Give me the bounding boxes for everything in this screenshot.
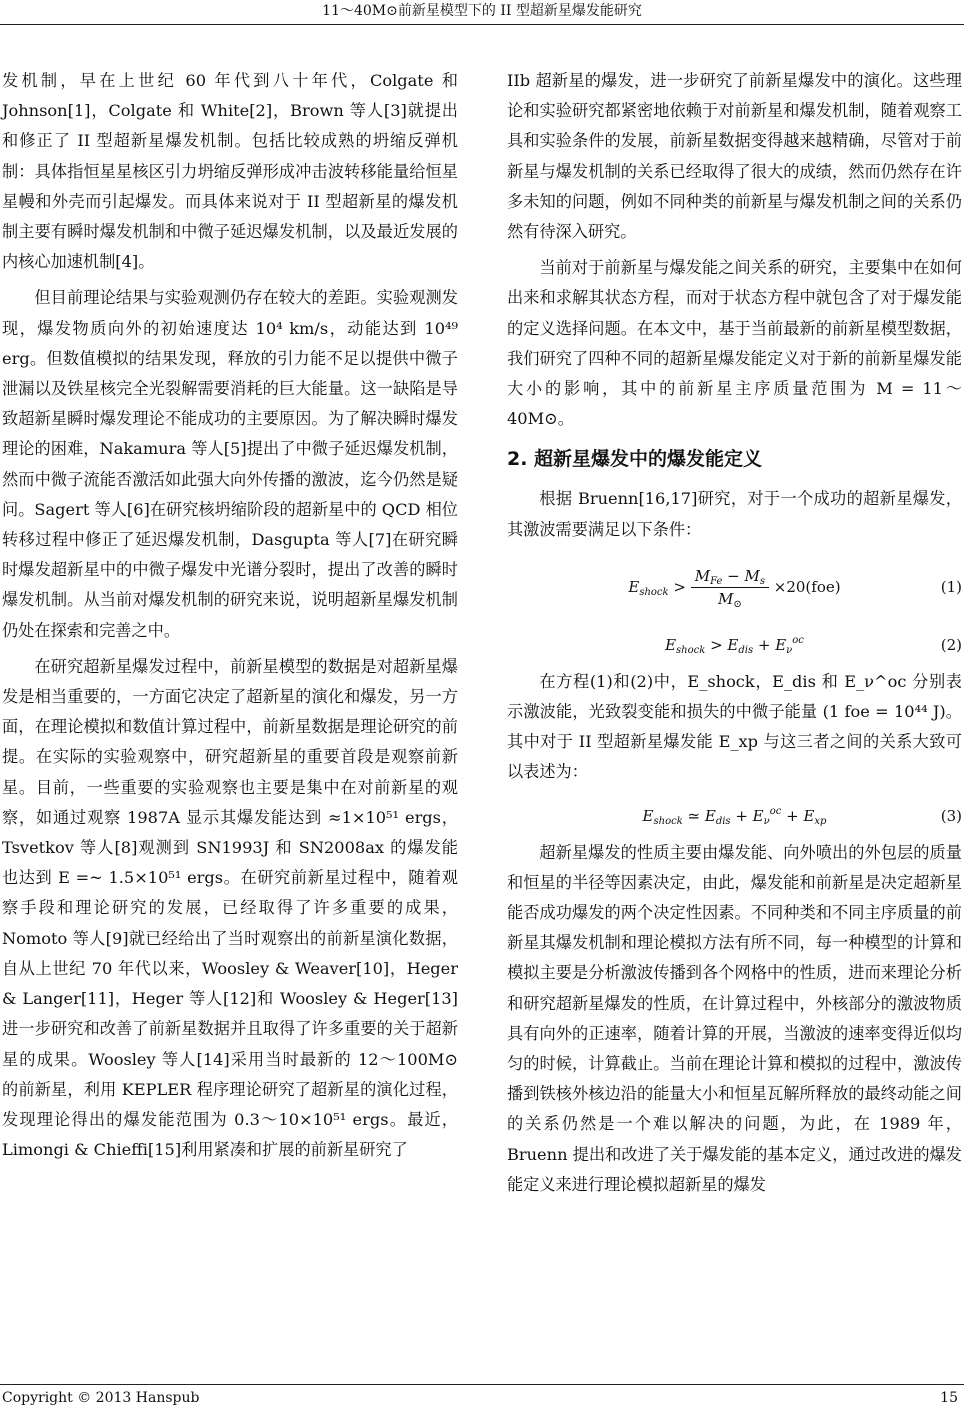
equation-3-number: (3) (940, 806, 962, 825)
running-header: 11～40M⊙前新星模型下的 II 型超新星爆发能研究 (322, 3, 642, 19)
page-number: 15 (940, 1390, 958, 1406)
left-paragraph-2: 但目前理论结果与实验观测仍存在较大的差距。实验观测发现，爆发物质向外的初始速度达 10⁴ km/s，动能达到 10⁴⁹ erg。但数值模拟的结果发现，释放的引力能不足以提供中微子泄漏以及铁星核完全光裂解需要消耗的巨大能量。这一缺陷是导致超新星瞬时爆发理论不能成功的主要原因。为了解决瞬时爆发理论的困难，Nakamura 等人[5]提出了中微子延迟爆发机制，然而中微子流能否激活如此强大向外传播的激波，迄今仍然是疑问。Sagert 等人[6]在研究核坍缩阶段的超新星中的 QCD 相位转移过程中修正了延迟爆发机制，Dasgupta 等人[7]在研究瞬时爆发超新星中的中微子爆发中光谱分裂时，提出了改善的瞬时爆发机制。从当前对爆发机制的研究来说，说明超新星爆发机制仍处在探索和完善之中。 (2, 288, 458, 640)
left-paragraph-1: 发机制，早在上世纪 60 年代到八十年代，Colgate 和 Johnson[1]，Colgate 和 White[2]，Brown 等人[3]就提出和修正了 II 型超新星爆发机制。包括比较成熟的坍缩反弹机制：具体指恒星星核区引力坍缩反弹形成冲击波转移能量给恒星星幔和外壳而引起爆发。而具体来说对于 II 型超新星的爆发机制主要有瞬时爆发机制和中微子延迟爆发机制，以及最近发展的内核心加速机制[4]。 (2, 71, 458, 272)
right-column (507, 66, 962, 1206)
header-rule (0, 24, 964, 25)
copyright: Copyright © 2013 Hanspub (2, 1390, 200, 1406)
right-paragraph-1: IIb 超新星的爆发，进一步研究了前新星爆发中的演化。这些理论和实验研究都紧密地依赖于对前新星和爆发机制，随着观察工具和实验条件的发展，前新星数据变得越来越精确，尽管对于前新星与爆发机制的关系已经取得了很大的成绩，然而仍然存在许多未知的问题，例如不同种类的前新星与爆发机制之间的关系仍然有待深入研究。 (507, 71, 962, 242)
equation-1-number: (1) (940, 577, 962, 596)
left-column (2, 66, 458, 1171)
right-paragraph-2: 当前对于前新星与爆发能之间关系的研究，主要集中在如何出来和求解其状态方程，而对于状态方程中就包含了对于爆发能的定义选择问题。在本文中，基于当前最新的前新星模型数据，我们研究了四种不同的超新星爆发能定义对于新的前新星爆发能大小的影响，其中的前新星主序质量范围为 M = 11～40M⊙。 (507, 258, 962, 429)
equation-1: $E_{shock}$ > $\frac{M_{Fe} - M_s}{M_⊙}$ ×20(foe) (1) (507, 551, 962, 623)
right-paragraph-3: 根据 Bruenn[16,17]研究，对于一个成功的超新星爆发，其激波需要满足以下条件： (507, 489, 962, 539)
equation-2: $E_{shock} > E_{dis} + E_\nu^{oc}$ (2) (507, 623, 962, 667)
footer-rule (0, 1384, 964, 1385)
right-paragraph-4: 在方程(1)和(2)中，E_shock，E_dis 和 E_ν^oc 分别表示激波能，光致裂变能和损失的中微子能量 (1 foe = 10⁴⁴ J)。其中对于 II 型超新星爆发能 E_xp 与这三者之间的关系大致可以表述为： (507, 671, 962, 782)
equation-2-number: (2) (940, 635, 962, 654)
section-heading: 2. 超新星爆发中的爆发能定义 (507, 448, 763, 471)
right-paragraph-5: 超新星爆发的性质主要由爆发能、向外喷出的外包层的质量和恒星的半径等因素决定，由此，爆发能和前新星是决定超新星能否成功爆发的两个决定性因素。不同种类和不同主序质量的前新星其爆发机制和理论模拟方法有所不同，每一种模型的计算和模拟主要是分析激波传播到各个网格中的性质，进而来理论分析和研究超新星爆发的性质，在计算过程中，外核部分的激波物质具有向外的正速率，随着计算的开展，当激波的速率变得近似均匀的时候，计算截止。当前在理论计算和模拟的过程中，激波传播到铁核外核边沿的能量大小和恒星瓦解所释放的最终动能之间的关系仍然是一个难以解决的问题，为此，在 1989 年，Bruenn 提出和改进了关于爆发能的基本定义，通过改进的爆发能定义来进行理论模拟超新星的爆发 (507, 842, 962, 1194)
left-paragraph-3: 在研究超新星爆发过程中，前新星模型的数据是对超新星爆发是相当重要的，一方面它决定了超新星的演化和爆发，另一方面，在理论模拟和数值计算过程中，前新星数据是理论研究的前提。在实际的实验观察中，研究超新星的重要首段是观察前新星。目前，一些重要的实验观察也主要是集中在对前新星的观察，如通过观察 1987A 显示其爆发能达到 ≈1×10⁵¹ ergs，Tsvetkov 等人[8]观测到 SN1993J 和 SN2008ax 的爆发能也达到 E =~ 1.5×10⁵¹ ergs。在研究前新星过程中，随着观察手段和理论研究的发展，已经取得了许多重要的成果，Nomoto 等人[9]就已经给出了当时观察出的前新星演化数据，自从上世纪 70 年代以来，Woosley & Weaver[10]，Heger & Langer[11]，Heger 等人[12]和 Woosley & Heger[13]进一步研究和改善了前新星数据并且取得了许多重要的关于超新星的成果。Woosley 等人[14]采用当时最新的 12～100M⊙ 的前新星，利用 KEPLER 程序理论研究了超新星的演化过程，发现理论得出的爆发能范围为 0.3～10×10⁵¹ ergs。最近，Limongi & Chieffi[15]利用紧凑和扩展的前新星研究了 (2, 656, 458, 1160)
equation-3: $E_{shock}$ ≃ $E_{dis} + E_\nu^{oc} + E_{xp}$ (3) (507, 794, 962, 838)
